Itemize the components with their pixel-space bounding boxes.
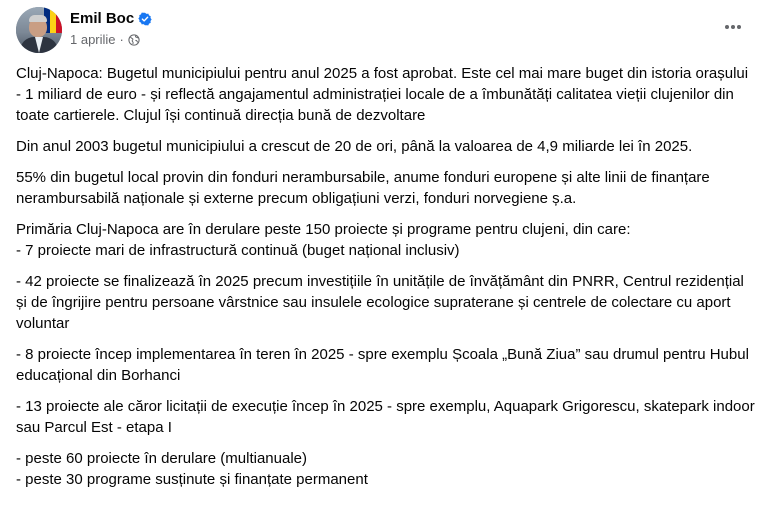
- paragraph-projects-intro: Primăria Cluj-Napoca are în derulare peste 150 proiecte și programe pentru clujeni, din care:: [16, 221, 631, 238]
- list-item: - 8 proiecte încep implementarea în teren în 2025 - spre exemplu Școala „Bună Ziua” sau drumul pentru Hubul educațional din Borhanci: [16, 346, 749, 384]
- paragraph-funding: 55% din bugetul local provin din fonduri nerambursabile, anume fonduri europene și alte linii de finanțare nerambursabilă naționale și externe precum obligațiuni verzi, fonduri norvegiene ș.a.: [16, 169, 710, 207]
- more-options-icon[interactable]: [715, 9, 751, 45]
- list-item: - 42 proiecte se finalizează în 2025 precum investițiile în unitățile de învățământ din PNRR, Centrul rezidențial și de îngrijire pentru persoane vârstnice sau insulele ecologice supraterane și centrele de colectare cu aport voluntar: [16, 273, 744, 332]
- avatar[interactable]: [16, 7, 62, 53]
- list-item: - 7 proiecte mari de infrastructură continuă (buget național inclusiv): [16, 242, 460, 259]
- author-name[interactable]: Emil Boc: [70, 10, 135, 27]
- list-item: - 13 proiecte ale căror licitații de execuție încep în 2025 - spre exemplu, Aquapark Grigorescu, skatepark indoor sau Parcul Est - etapa I: [16, 398, 755, 436]
- paragraph-intro: Cluj-Napoca: Bugetul municipiului pentru anul 2025 a fost aprobat. Este cel mai mare buget din istoria orașului - 1 miliard de euro - și reflectă angajamentul administrației locale de a îmbunătăți calitatea vieții clujenilor din toate cartierele. Clujul își continuă direcția bună de dezvoltare: [16, 65, 749, 124]
- post-meta: [70, 32, 140, 47]
- verified-badge-icon: [138, 12, 152, 26]
- post-date[interactable]: 1 aprilie: [70, 32, 116, 47]
- globe-icon: [128, 34, 140, 46]
- list-item: - peste 30 programe susținute și finanțate permanent: [16, 471, 368, 488]
- paragraph-growth: Din anul 2003 bugetul municipiului a crescut de 20 de ori, până la valoarea de 4,9 miliarde lei în 2025.: [16, 138, 693, 155]
- post-header: [16, 7, 751, 55]
- post-text: [16, 63, 756, 500]
- meta-separator: ·: [119, 32, 124, 47]
- author-line: [70, 10, 152, 27]
- list-item: - peste 60 proiecte în derulare (multianuale): [16, 450, 307, 467]
